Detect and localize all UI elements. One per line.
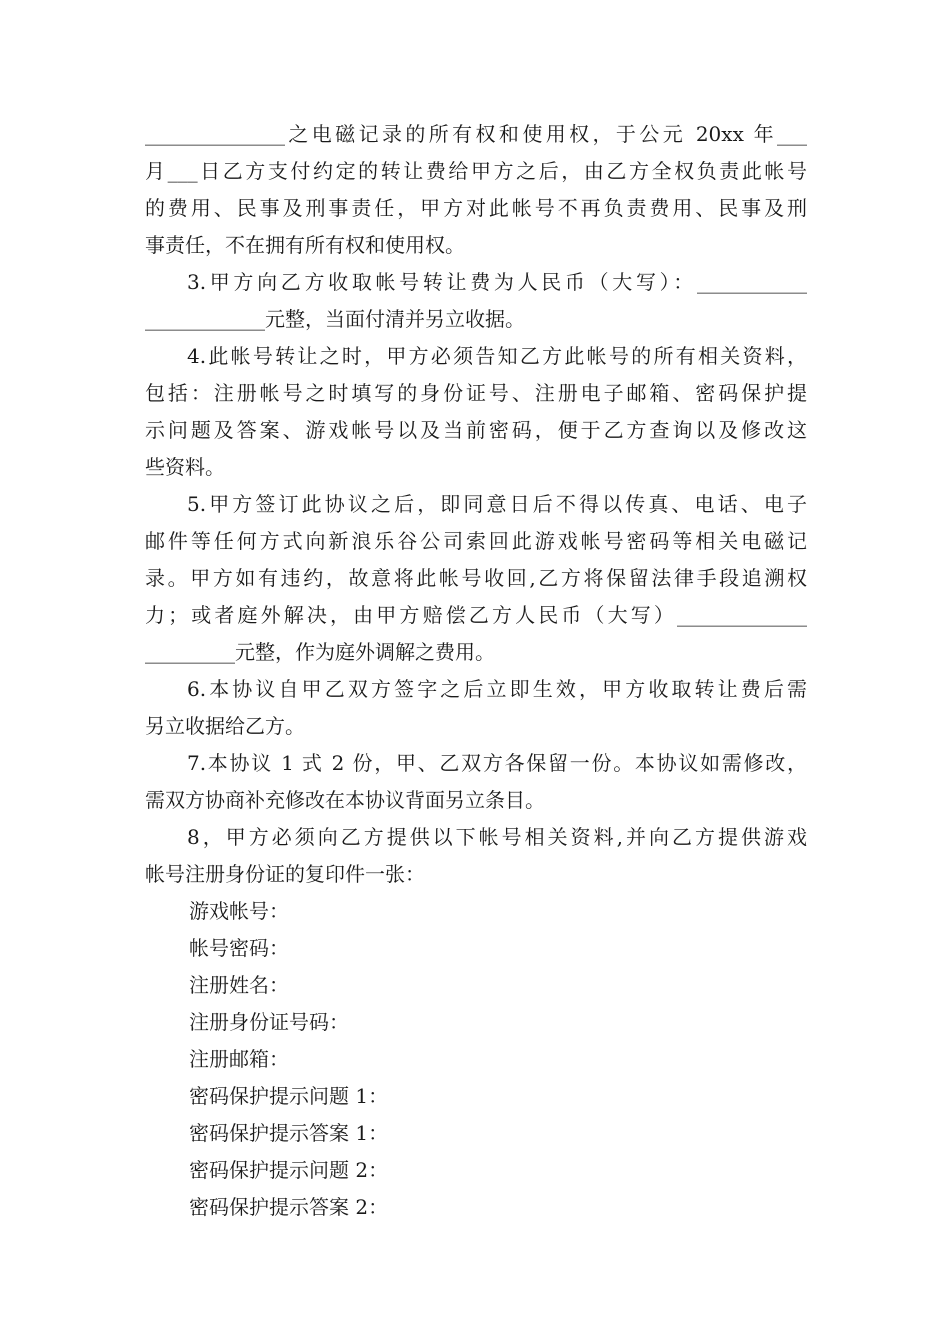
- text-line: ______________之电磁记录的所有权和使用权，于公元 20xx 年___: [145, 122, 807, 146]
- text-line: 帐号注册身份证的复印件一张：: [145, 862, 425, 886]
- text-line: 录。甲方如有违约，故意将此帐号收回,乙方将保留法律手段追溯权: [145, 566, 807, 590]
- text-line: 力；或者庭外解决，由甲方赔偿乙方人民币（大写）_____________: [145, 603, 807, 627]
- clause-7-line: 7.本协议 1 式 2 份，甲、乙双方各保留一份。本协议如需修改，: [187, 751, 807, 775]
- field-game-account: 游戏帐号：: [189, 899, 289, 923]
- text-line: 另立收据给乙方。: [145, 714, 305, 738]
- text-line: _________元整，作为庭外调解之费用。: [145, 640, 495, 664]
- clause-3-line: 3.甲方向乙方收取帐号转让费为人民币（大写）：___________: [187, 270, 807, 294]
- account-info-fields: [145, 893, 807, 1226]
- text-line: 邮件等任何方式向新浪乐谷公司索回此游戏帐号密码等相关电磁记: [145, 529, 807, 553]
- field-registered-name: 注册姓名：: [189, 973, 289, 997]
- text-line: 包括：注册帐号之时填写的身份证号、注册电子邮箱、密码保护提: [145, 381, 807, 405]
- text-line: 示问题及答案、游戏帐号以及当前密码，便于乙方查询以及修改这: [145, 418, 807, 442]
- field-account-password: 帐号密码：: [189, 936, 289, 960]
- text-line: 些资料。: [145, 455, 225, 479]
- clause-4-line: 4.此帐号转让之时，甲方必须告知乙方此帐号的所有相关资料，: [187, 344, 807, 368]
- document-body: [145, 116, 807, 1226]
- text-line: 的费用、民事及刑事责任，甲方对此帐号不再负责费用、民事及刑: [145, 196, 807, 220]
- clause-5-line: 5.甲方签订此协议之后，即同意日后不得以传真、电话、电子: [187, 492, 807, 516]
- agreement-text: [145, 116, 807, 893]
- clause-6-line: 6.本协议自甲乙双方签字之后立即生效，甲方收取转让费后需: [187, 677, 807, 701]
- text-line: 事责任，不在拥有所有权和使用权。: [145, 233, 465, 257]
- field-registered-email: 注册邮箱：: [189, 1047, 289, 1071]
- field-security-answer-2: 密码保护提示答案 2：: [189, 1195, 389, 1219]
- field-security-question-2: 密码保护提示问题 2：: [189, 1158, 389, 1182]
- clause-8-line: 8，甲方必须向乙方提供以下帐号相关资料,并向乙方提供游戏: [187, 825, 807, 849]
- text-line: ____________元整，当面付清并另立收据。: [145, 307, 525, 331]
- text-line: 需双方协商补充修改在本协议背面另立条目。: [145, 788, 545, 812]
- text-line: 月___日乙方支付约定的转让费给甲方之后，由乙方全权负责此帐号: [145, 159, 807, 183]
- field-security-answer-1: 密码保护提示答案 1：: [189, 1121, 389, 1145]
- field-security-question-1: 密码保护提示问题 1：: [189, 1084, 389, 1108]
- field-registered-id-number: 注册身份证号码：: [189, 1010, 349, 1034]
